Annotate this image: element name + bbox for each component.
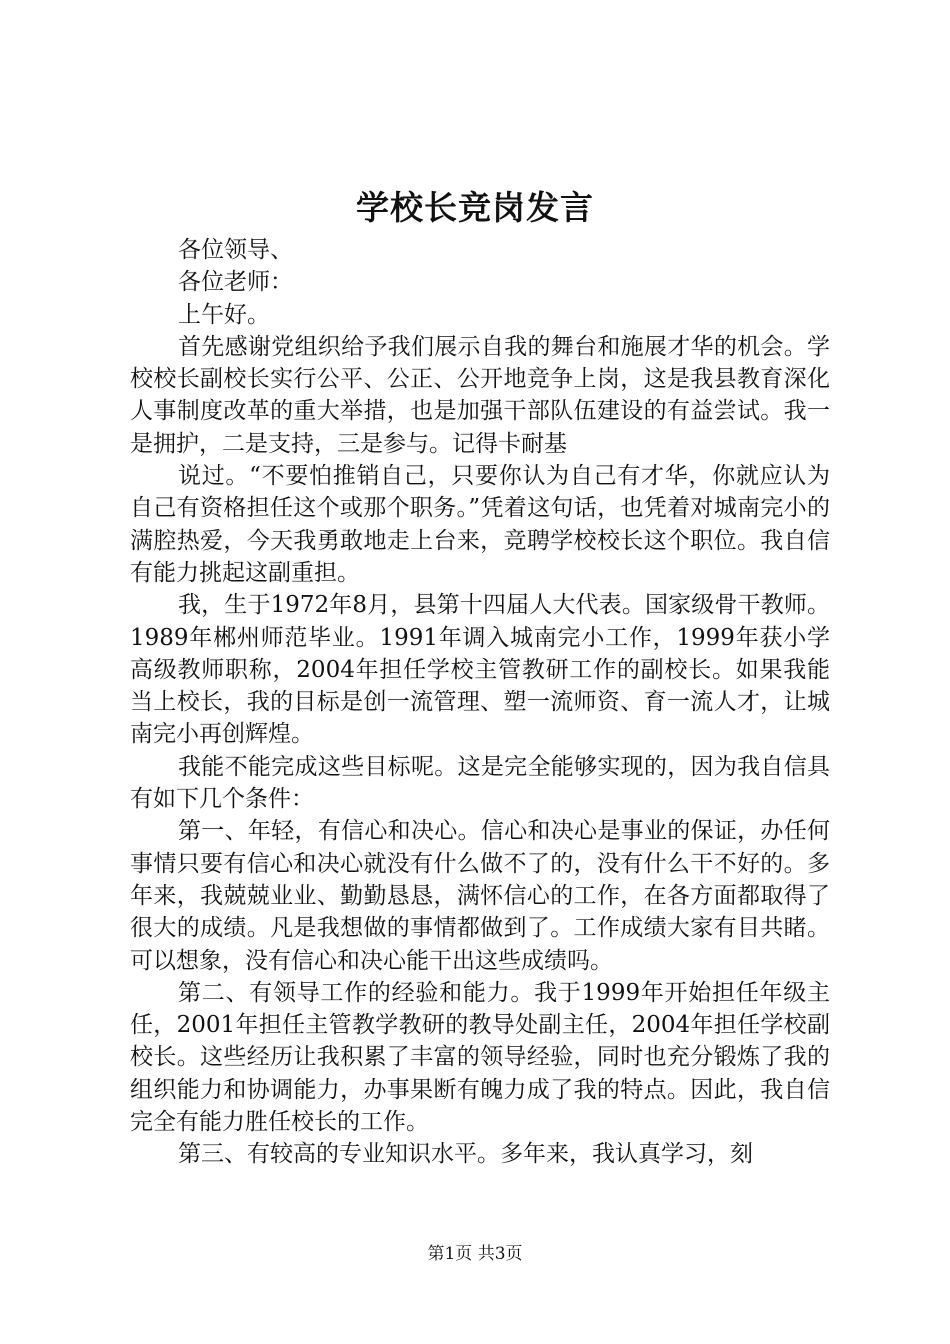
paragraph: 第三、有较高的专业知识水平。多年来，我认真学习，刻 [178,1141,753,1168]
page-footer [0,1242,950,1266]
paragraph: 首先感谢党组织给予我们展示自我的舞台和施展才华的机会。学校校长副校长实行公平、公正、公开地竞争上岗，这是我县教育深化人事制度改革的重大举措，也是加强干部队伍建设的有益尝试。我一是拥护，二是支持，三是参与。记得卡耐基 [130,333,830,457]
paragraph: 我能不能完成这些目标呢。这是完全能够实现的，因为我自信具有如下几个条件： [130,753,830,813]
page-number: 第1页 [427,1244,473,1264]
document-body [130,234,830,1171]
paragraph: 我，生于1972年8月，县第十四届人大代表。国家级骨干教师。1989年郴州师范毕业。1991年调入城南完小工作，1999年获小学高级教师职称，2004年担任学校主管教研工作的副校长。如果我能当上校长，我的目标是创一流管理、塑一流师资、育一流人才，让城南完小再创辉煌。 [130,592,830,748]
salutation-leaders: 各位领导、 [178,237,293,263]
paragraph: 第一、年轻，有信心和决心。信心和决心是事业的保证，办任何事情只要有信心和决心就没有什么做不了的，没有什么干不好的。多年来，我兢兢业业、勤勤恳恳，满怀信心的工作，在各方面都取得了很大的成绩。凡是我想做的事情都做到了。工作成绩大家有目共睹。可以想象，没有信心和决心能干出这些成绩吗。 [130,818,830,974]
document-title: 学校长竞岗发言 [356,188,594,227]
paragraph: 第二、有领导工作的经验和能力。我于1999年开始担任年级主任，2001年担任主管教学教研的教导处副主任，2004年担任学校副校长。这些经历让我积累了丰富的领导经验，同时也充分锻炼了我的组织能力和协调能力，办事果断有魄力成了我的特点。因此，我自信完全有能力胜任校长的工作。 [130,979,830,1136]
salutation-teachers: 各位老师： [178,269,293,296]
greeting: 上午好。 [178,301,270,328]
paragraph: 说过。“不要怕推销自己，只要你认为自己有才华，你就应认为自己有资格担任这个或那个职务。”凭着这句话，也凭着对城南完小的满腔热爱，今天我勇敢地走上台来，竞聘学校校长这个职位。我自信有能力挑起这副重担。 [130,463,830,586]
page-total: 共3页 [477,1244,523,1264]
